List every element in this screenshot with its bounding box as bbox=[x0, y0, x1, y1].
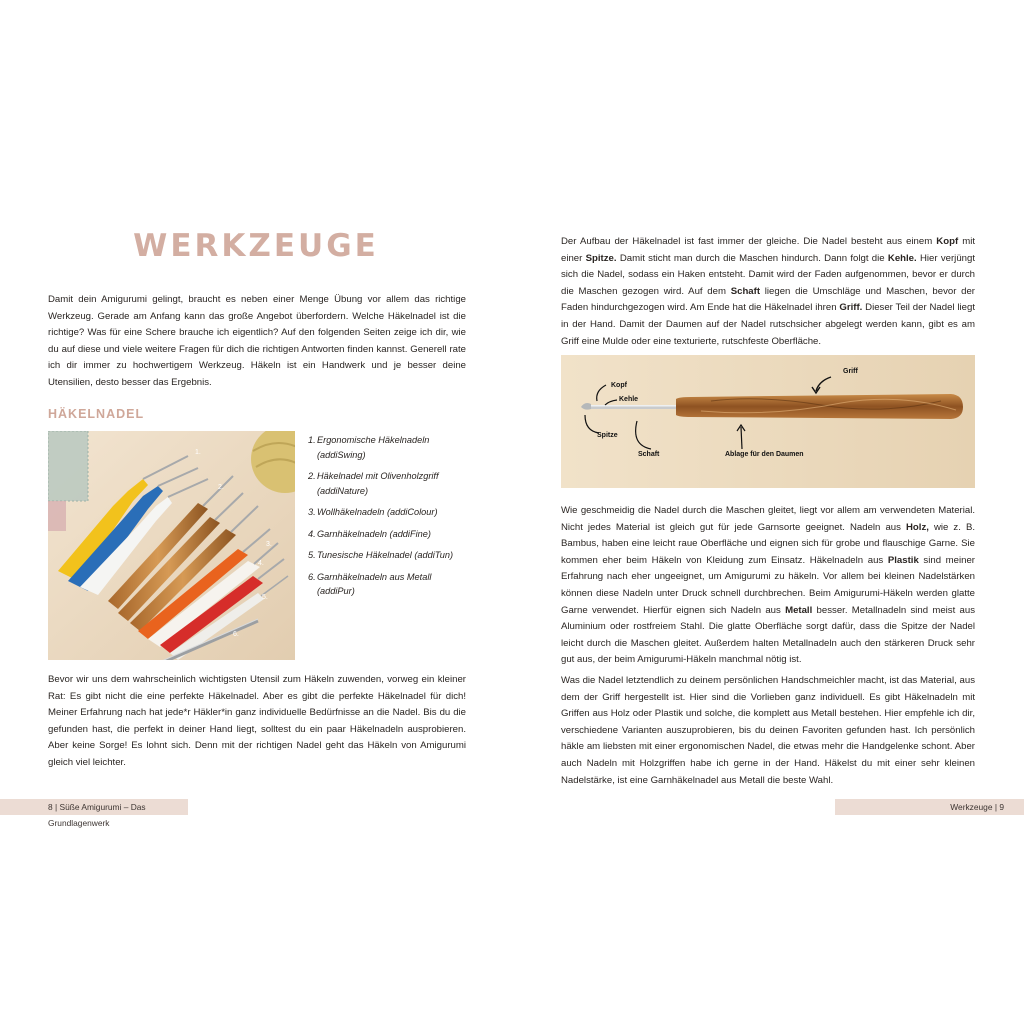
grip-paragraph: Was die Nadel letztendlich zu deinem persönlichen Handschmeichler macht, ist das Material, aus dem der Griff hergestellt ist. Hier sind die Vorlieben ganz individuell. Es gibt Häkelnadeln mit Griffen aus Holz oder Plastik und solche, die komplett aus Metall bestehen. Hier empfehle ich dir, verschiedene Varianten auszuprobieren, bis du deinen Favoriten gefunden hast. Ich persönlich häkle am liebsten mit einer ergonomischen Nadel, die etwas mehr die Handgelenke schont. Aber auch Nadeln mit Holzgriffen habe ich gerne in der Hand. Häkelst du mit einer sehr kleinen Nadelstärke, ist eine Garnhäkelnadel aus Metall die beste Wahl. bbox=[561, 675, 975, 786]
label-spitze: Spitze bbox=[597, 432, 618, 439]
crochet-hooks-illustration bbox=[48, 431, 295, 660]
legend-item: 3.Wollhäkelnadeln (addiColour) bbox=[308, 507, 438, 517]
photo-number-2: 2. bbox=[218, 484, 224, 491]
hook-anatomy-paragraph: Der Aufbau der Häkelnadel ist fast immer der gleiche. Die Nadel besteht aus einem Kopf mit einer Spitze. Damit sticht man durch die Maschen hindurch. Dann folgt die Kehle. Hier verjüngt sich die Nadel, sodass ein Haken entsteht. Damit wird der Faden aufgenommen, bevor er durch die Maschen gezogen wird. Auf dem Schaft liegen die Umschläge und Maschen, bevor der Faden hindurchgezogen wird. Am Ende hat die Häkelnadel ihren Griff. Dieser Teil der Nadel liegt in der Hand. Damit der Daumen auf der Nadel rutschsicher abgelegt werden kann, gibt es am Griff eine Mulde oder eine texturierte, rutschfeste Oberfläche. bbox=[561, 236, 975, 347]
footer-right: Werkzeuge | 9 bbox=[835, 799, 1024, 815]
legend-item: 6.Garnhäkelnadeln aus Metall (addiPur) bbox=[308, 571, 432, 596]
legend-item: 1.Ergonomische Häkelnadeln (addiSwing) bbox=[308, 435, 430, 460]
hook-anatomy-photo bbox=[561, 355, 975, 488]
hook-advice-paragraph: Bevor wir uns dem wahrscheinlich wichtigsten Utensil zum Häkeln zuwenden, vorweg ein kleiner Rat: Es gibt nicht die eine perfekte Häkelnadel. Aber es gibt die perfekte Häkelnadel für dich! Meiner Erfahrung nach hat jede*r Häkler*in ganz individuelle Bedürfnisse an die Nadel. Bis du die gefunden hast, die perfekt in deiner Hand liegt, solltest du ein paar Häkelnadeln ausprobieren. Aber keine Sorge! Es lohnt sich. Denn mit der richtigen Nadel geht das Häkeln von Amigurumi gleich viel leichter. bbox=[48, 674, 466, 768]
right-page bbox=[512, 0, 1024, 1024]
photo-number-6: 6. bbox=[233, 631, 239, 638]
crochet-hooks-photo bbox=[48, 431, 295, 660]
legend-item: 4.Garnhäkelnadeln (addiFine) bbox=[308, 528, 431, 539]
legend-item: 2.Häkelnadel mit Olivenholzgriff (addiNature) bbox=[308, 471, 439, 496]
section-heading: HÄKELNADEL bbox=[48, 407, 145, 421]
label-ablage: Ablage für den Daumen bbox=[725, 451, 804, 458]
hook-legend bbox=[308, 433, 498, 606]
photo-number-4: 4. bbox=[258, 560, 264, 567]
photo-number-5: 5. bbox=[262, 594, 268, 601]
footer-left: 8 | Süße Amigurumi – Das Grundlagenwerk bbox=[0, 799, 188, 815]
photo-number-1: 1. bbox=[195, 449, 201, 456]
material-paragraph: Wie geschmeidig die Nadel durch die Maschen gleitet, liegt vor allem am verwendeten Material. Nicht jedes Material ist gleich gut für jede Garnsorte geeignet. Nadeln aus Holz, wie z. B. Bambus, haben eine leicht raue Oberfläche und eignen sich für grobe und flauschige Garne. Sie kommen eher beim Häkeln von Kleidung zum Einsatz. Häkelnadeln aus Plastik sind meiner Erfahrung nach eher ungeeignet, um Amigurumi zu häkeln. Vor allem bei kleinen Nadelstärken können diese Nadeln unter Druck schnell durchbrechen. Beim Amigurumi-Häkeln werden glatte Garne verwendet. Hierfür eignen sich Nadeln aus Metall besser. Metallnadeln sind meist aus Aluminium oder rostfreiem Stahl. Die glatte Oberfläche sorgt dafür, dass die Spitze der Nadel leicht durch die Maschen gleitet. Außerdem halten Metallnadeln auch den stärkeren Druck sehr gut aus, der beim Amigurumi-Häkeln manchmal nötig ist. bbox=[561, 505, 976, 666]
label-kopf: Kopf bbox=[611, 382, 627, 389]
chapter-title: WERKZEUGE bbox=[133, 228, 379, 264]
legend-item: 5.Tunesische Häkelnadel (addiTun) bbox=[308, 550, 454, 560]
label-schaft: Schaft bbox=[638, 451, 660, 458]
label-kehle: Kehle bbox=[619, 396, 639, 403]
photo-number-3: 3. bbox=[266, 541, 272, 548]
label-griff: Griff bbox=[843, 368, 858, 375]
hook-anatomy-diagram bbox=[561, 355, 975, 488]
intro-paragraph: Damit dein Amigurumi gelingt, braucht es neben einer Menge Übung vor allem das richtige Werkzeug. Gerade am Anfang kann das große Angebot überfordern. Welche Häkelnadel ist die richtige? Was für eine Schere brauche ich eigentlich? Auf den folgenden Seiten zeige ich dir, wie du auf diese und viele weitere Fragen für dich die richtigen Antworten finden kannst. Generell rate ich dir immer zu hochwertigem Werkzeug. Häkeln ist ein Handwerk und je besser deine Utensilien, desto besser das Ergebnis. bbox=[48, 294, 466, 388]
